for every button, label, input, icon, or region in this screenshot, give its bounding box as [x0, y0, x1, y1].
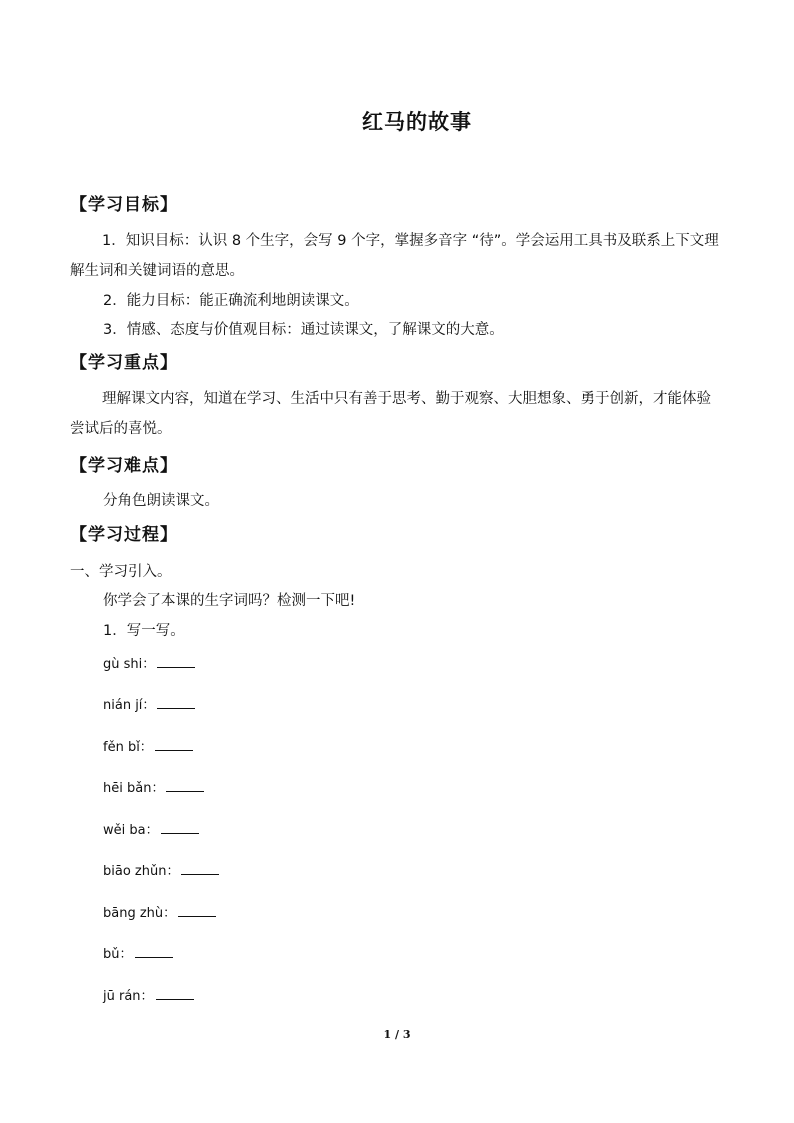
answer-blank[interactable] — [157, 707, 195, 709]
pinyin-item: hēi bǎn： — [103, 777, 204, 796]
section-heading-key: 【学习重点】 — [70, 353, 178, 373]
document-title: 红马的故事 — [362, 109, 472, 134]
goal-item-2: 2．能力目标：能正确流利地朗读课文。 — [103, 293, 359, 309]
pinyin-item: jū rán： — [103, 985, 194, 1004]
answer-blank[interactable] — [161, 832, 199, 834]
key-point-text: 理解课文内容，知道在学习、生活中只有善于思考、勤于观察、大胆想象、勇于创新，才能体验尝试后的喜悦。 — [70, 391, 711, 437]
pinyin-item: gù shi： — [103, 653, 195, 672]
section-heading-difficulty: 【学习难点】 — [70, 456, 178, 476]
process-task: 1．写一写。 — [103, 623, 185, 639]
answer-blank[interactable] — [155, 749, 193, 751]
page-number: 1 / 3 — [383, 1028, 411, 1041]
answer-blank[interactable] — [156, 998, 194, 1000]
goal-item-3: 3．情感、态度与价值观目标：通过读课文，了解课文的大意。 — [103, 322, 504, 338]
goal-item-1: 1．知识目标：认识 8 个生字，会写 9 个字，掌握多音字 “待”。学会运用工具书及联系上下文理解生词和关键词语的意思。 — [70, 233, 719, 279]
section-heading-goals: 【学习目标】 — [70, 195, 178, 215]
answer-blank[interactable] — [181, 873, 219, 875]
process-prompt: 你学会了本课的生字词吗？检测一下吧! — [103, 593, 356, 609]
process-step-1: 一、学习引入。 — [70, 564, 172, 580]
pinyin-item: nián jí： — [103, 694, 195, 713]
answer-blank[interactable] — [178, 915, 216, 917]
answer-blank[interactable] — [157, 666, 195, 668]
section-heading-process: 【学习过程】 — [70, 525, 178, 545]
pinyin-item: fěn bǐ： — [103, 736, 193, 755]
pinyin-item: bāng zhù： — [103, 902, 216, 921]
answer-blank[interactable] — [166, 790, 204, 792]
difficulty-text: 分角色朗读课文。 — [103, 493, 219, 509]
answer-blank[interactable] — [135, 956, 173, 958]
pinyin-item: bǔ： — [103, 943, 173, 962]
pinyin-item: biāo zhǔn： — [103, 860, 219, 879]
pinyin-item: wěi ba： — [103, 819, 199, 838]
